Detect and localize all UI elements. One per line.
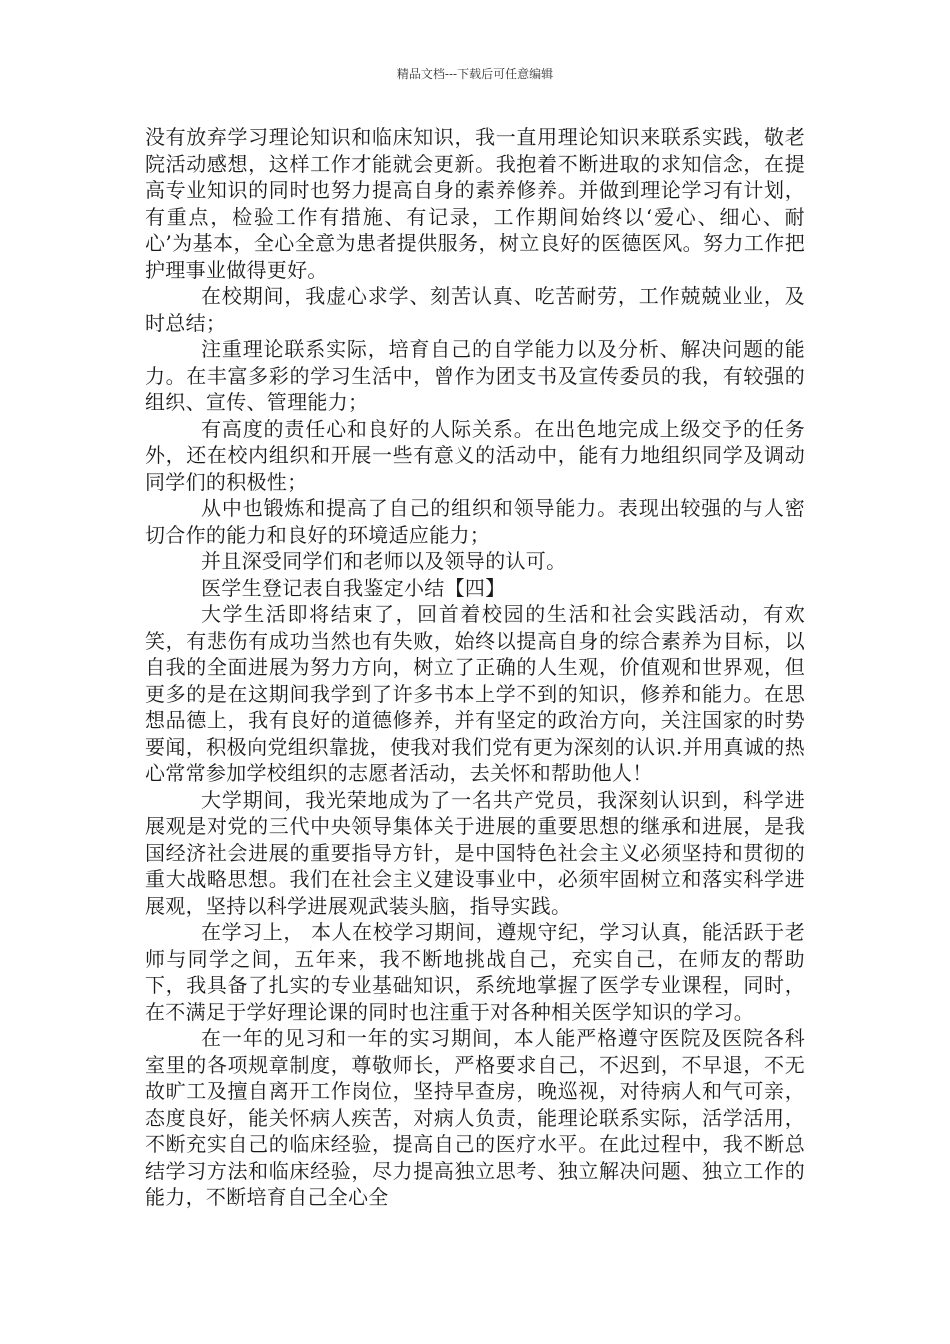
paragraph-3: 注重理论联系实际，培育自己的自学能力以及分析、解决问题的能力。在丰富多彩的学习生活中，曾作为团支书及宣传委员的我，有较强的组织、宣传、管理能力； <box>145 337 805 414</box>
paragraph-10: 在学习上， 本人在校学习期间，遵规守纪，学习认真，能活跃于老师与同学之间，五年来，我不断地挑战自己，充实自己，在师友的帮助下，我具备了扎实的专业基础知识，系统地掌握了医学专业课程，同时，在不满足于学好理论课的同时也注重于对各种相关医学知识的学习。 <box>145 920 805 1024</box>
page-header: 精品文档---下载后可任意编辑 <box>396 67 554 81</box>
paragraph-9: 大学期间，我光荣地成为了一名共产党员，我深刻认识到，科学进展观是对党的三代中央领导集体关于进展的重要思想的继承和进展，是我国经济社会进展的重要指导方针，是中国特色社会主义必须坚持和贯彻的重大战略思想。我们在社会主义建设事业中，必须牢固树立和落实科学进展观，坚持以科学进展观武装头脑，指导实践。 <box>145 787 805 918</box>
paragraph-4: 有高度的责任心和良好的人际关系。在出色地完成上级交予的任务外，还在校内组织和开展一些有意义的活动中，能有力地组织同学及调动同学们的积极性； <box>145 416 805 494</box>
document-body <box>145 124 805 1211</box>
paragraph-5: 从中也锻炼和提高了自己的组织和领导能力。表现出较强的与人密切合作的能力和良好的环境适应能力； <box>145 496 805 547</box>
paragraph-1: 没有放弃学习理论知识和临床知识，我一直用理论知识来联系实践，敬老院活动感想，这样工作才能就会更新。我抱着不断进取的求知信念，在提高专业知识的同时也努力提高自身的素养修养。并做到理论学习有计划，有重点，检验工作有措施、有记录，工作期间始终以‘爱心、细心、耐心’为基本，全心全意为患者提供服务，树立良好的医德医风。努力工作把护理事业做得更好。 <box>145 125 805 282</box>
section-heading: 医学生登记表自我鉴定小结【四】 <box>201 575 506 600</box>
paragraph-6: 并且深受同学们和老师以及领导的认可。 <box>201 549 567 573</box>
paragraph-8: 大学生活即将结束了，回首着校园的生活和社会实践活动，有欢笑，有悲伤有成功当然也有失败，始终以提高自身的综合素养为目标，以自我的全面进展为努力方向，树立了正确的人生观，价值观和世界观，但更多的是在这期间我学到了许多书本上学不到的知识，修养和能力。在思想品德上，我有良好的道德修养，并有坚定的政治方向，关注国家的时势要闻，积极向党组织靠拢，使我对我们党有更为深刻的认识.并用真诚的热心常常参加学校组织的志愿者活动，去关怀和帮助他人！ <box>145 602 805 785</box>
paragraph-2: 在校期间，我虚心求学、刻苦认真、吃苦耐劳，工作兢兢业业，及时总结； <box>145 284 805 335</box>
paragraph-11: 在一年的见习和一年的实习期间，本人能严格遵守医院及医院各科室里的各项规章制度，尊敬师长，严格要求自己，不迟到，不早退，不无故旷工及擅自离开工作岗位，坚持早查房，晚巡视，对待病人和气可亲，态度良好，能关怀病人疾苦，对病人负责，能理论联系实际，活学活用，不断充实自己的临床经验，提高自己的医疗水平。在此过程中，我不断总结学习方法和临床经验，尽力提高独立思考、独立解决问题、独立工作的能力，不断培育自己全心全 <box>145 1026 805 1209</box>
